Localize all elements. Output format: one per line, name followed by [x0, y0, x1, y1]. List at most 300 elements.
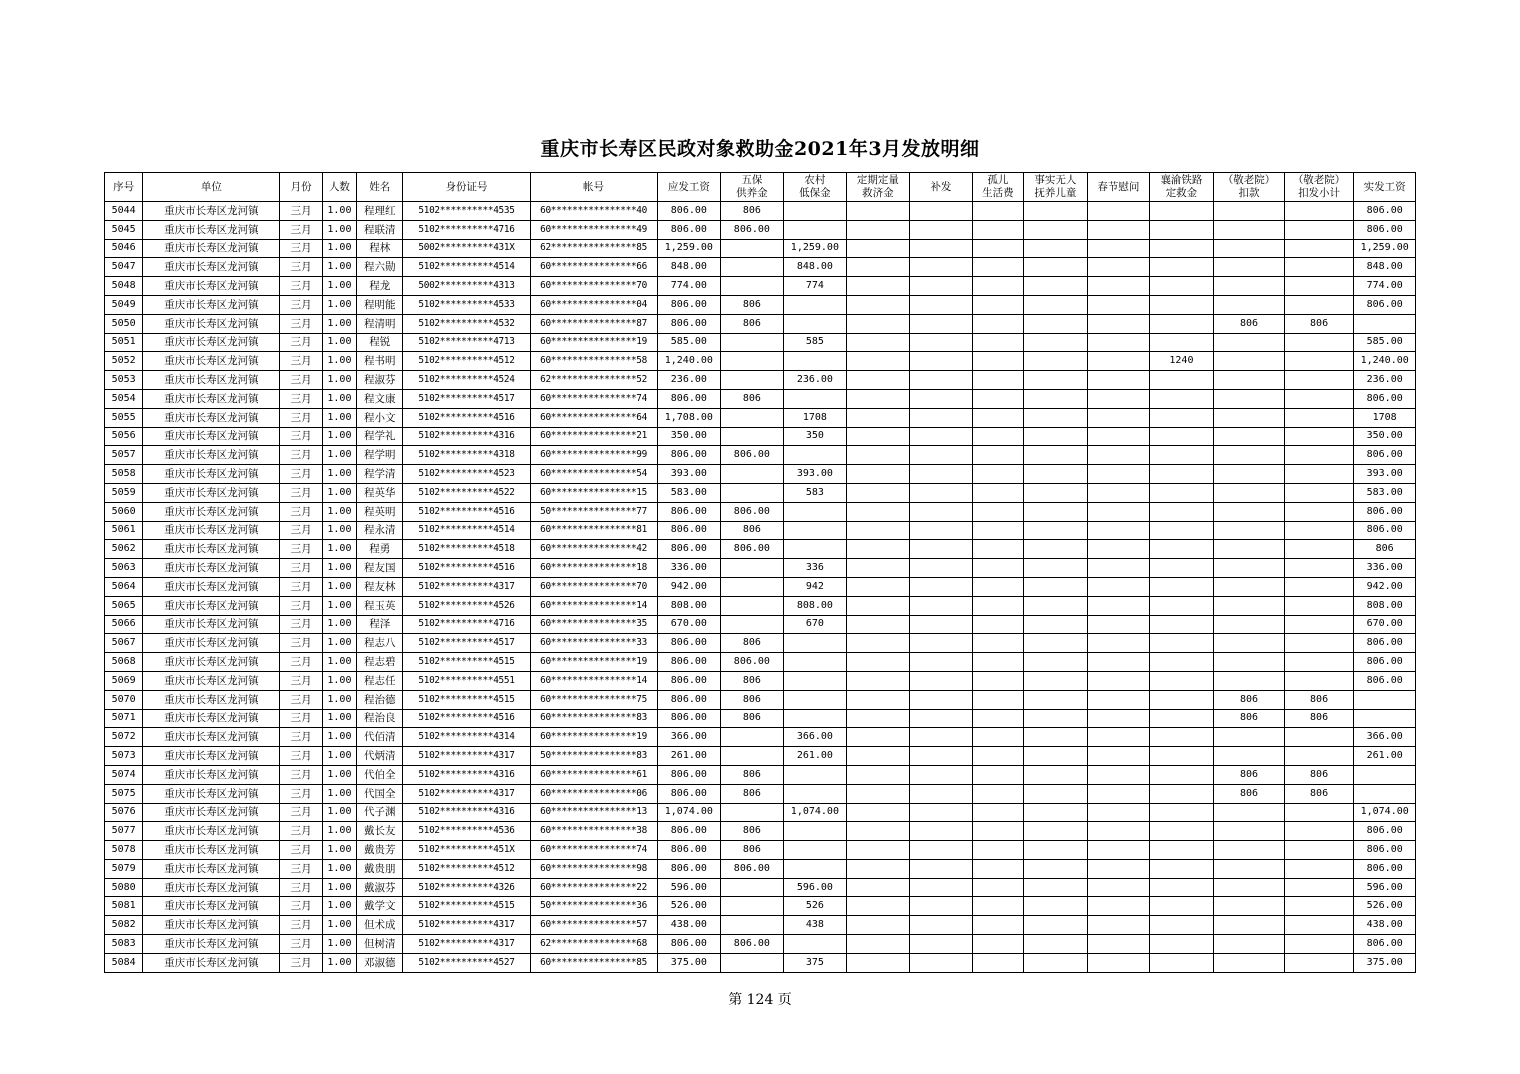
- cell-name: 戴贵朋: [357, 859, 403, 878]
- cell-jinglao-xiaoji: [1284, 502, 1354, 521]
- cell-unit: 重庆市长寿区龙河镇: [143, 634, 280, 653]
- cell-dingqi: [847, 202, 910, 221]
- cell-jinglao-xiaoji: [1284, 916, 1354, 935]
- cell-shishi: [1023, 295, 1088, 314]
- cell-count: 1.00: [322, 577, 356, 596]
- cell-jinglao-kou: [1214, 653, 1285, 672]
- cell-name: 程龙: [357, 277, 403, 296]
- cell-xiangyu: [1149, 577, 1214, 596]
- cell-seq: 5080: [105, 878, 143, 897]
- cell-id: 5102**********4317: [403, 577, 530, 596]
- cell-unit: 重庆市长寿区龙河镇: [143, 465, 280, 484]
- cell-unit: 重庆市长寿区龙河镇: [143, 728, 280, 747]
- cell-actual: 1,240.00: [1354, 352, 1416, 371]
- cell-wubao: 806: [721, 521, 784, 540]
- cell-id: 5102**********4523: [403, 465, 530, 484]
- cell-month: 三月: [280, 295, 322, 314]
- cell-wubao: 806.00: [721, 446, 784, 465]
- cell-nongcun: 774: [783, 277, 847, 296]
- cell-actual: [1354, 709, 1416, 728]
- cell-name: 程清明: [357, 314, 403, 333]
- cell-bufa: [909, 690, 973, 709]
- cell-jinglao-xiaoji: [1284, 540, 1354, 559]
- cell-jinglao-xiaoji: [1284, 634, 1354, 653]
- table-row: [105, 841, 1416, 860]
- cell-xiangyu: [1149, 483, 1214, 502]
- cell-account: 60****************19: [530, 333, 657, 352]
- cell-jinglao-xiaoji: [1284, 822, 1354, 841]
- cell-seq: 5052: [105, 352, 143, 371]
- cell-account: 60****************42: [530, 540, 657, 559]
- cell-jinglao-kou: [1214, 822, 1285, 841]
- cell-account: 60****************22: [530, 878, 657, 897]
- cell-jinglao-xiaoji: [1284, 897, 1354, 916]
- cell-guer: [973, 314, 1023, 333]
- table-row: [105, 859, 1416, 878]
- cell-bufa: [909, 352, 973, 371]
- cell-shishi: [1023, 653, 1088, 672]
- cell-jinglao-kou: [1214, 897, 1285, 916]
- cell-guer: [973, 878, 1023, 897]
- cell-due: 350.00: [657, 427, 721, 446]
- cell-due: 261.00: [657, 747, 721, 766]
- cell-dingqi: [847, 653, 910, 672]
- cell-jinglao-kou: [1214, 333, 1285, 352]
- cell-id: 5002**********431X: [403, 239, 530, 258]
- table-row: [105, 446, 1416, 465]
- cell-account: 50****************83: [530, 747, 657, 766]
- cell-bufa: [909, 897, 973, 916]
- cell-seq: 5059: [105, 483, 143, 502]
- cell-seq: 5076: [105, 803, 143, 822]
- cell-dingqi: [847, 671, 910, 690]
- cell-actual: 1,074.00: [1354, 803, 1416, 822]
- cell-name: 但术成: [357, 916, 403, 935]
- cell-chunjie: [1088, 465, 1150, 484]
- cell-seq: 5054: [105, 389, 143, 408]
- cell-month: 三月: [280, 784, 322, 803]
- cell-count: 1.00: [322, 953, 356, 972]
- cell-id: 5102**********4516: [403, 502, 530, 521]
- col-header-account: 帐号: [530, 173, 657, 202]
- cell-chunjie: [1088, 653, 1150, 672]
- cell-account: 60****************54: [530, 465, 657, 484]
- cell-name: 程淑芬: [357, 371, 403, 390]
- cell-bufa: [909, 634, 973, 653]
- cell-due: 806.00: [657, 446, 721, 465]
- col-header-nongcun: 农村 低保金: [783, 173, 847, 202]
- cell-actual: 261.00: [1354, 747, 1416, 766]
- cell-month: 三月: [280, 408, 322, 427]
- cell-xiangyu: [1149, 634, 1214, 653]
- cell-chunjie: [1088, 258, 1150, 277]
- cell-actual: 236.00: [1354, 371, 1416, 390]
- cell-nongcun: [783, 784, 847, 803]
- cell-bufa: [909, 465, 973, 484]
- cell-jinglao-xiaoji: [1284, 615, 1354, 634]
- cell-chunjie: [1088, 239, 1150, 258]
- cell-xiangyu: [1149, 653, 1214, 672]
- cell-due: 1,240.00: [657, 352, 721, 371]
- cell-id: 5102**********4522: [403, 483, 530, 502]
- cell-shishi: [1023, 202, 1088, 221]
- cell-jinglao-xiaoji: [1284, 859, 1354, 878]
- cell-dingqi: [847, 465, 910, 484]
- cell-account: 60****************85: [530, 953, 657, 972]
- cell-bufa: [909, 709, 973, 728]
- cell-name: 程学礼: [357, 427, 403, 446]
- cell-wubao: [721, 916, 784, 935]
- cell-actual: 806.00: [1354, 634, 1416, 653]
- cell-month: 三月: [280, 878, 322, 897]
- cell-count: 1.00: [322, 747, 356, 766]
- cell-shishi: [1023, 897, 1088, 916]
- cell-dingqi: [847, 521, 910, 540]
- cell-shishi: [1023, 314, 1088, 333]
- cell-seq: 5060: [105, 502, 143, 521]
- cell-name: 程志任: [357, 671, 403, 690]
- cell-unit: 重庆市长寿区龙河镇: [143, 615, 280, 634]
- cell-seq: 5058: [105, 465, 143, 484]
- cell-account: 60****************19: [530, 728, 657, 747]
- cell-shishi: [1023, 671, 1088, 690]
- cell-jinglao-kou: [1214, 577, 1285, 596]
- cell-dingqi: [847, 389, 910, 408]
- cell-count: 1.00: [322, 897, 356, 916]
- cell-count: 1.00: [322, 333, 356, 352]
- cell-actual: 438.00: [1354, 916, 1416, 935]
- cell-shishi: [1023, 841, 1088, 860]
- cell-jinglao-kou: [1214, 465, 1285, 484]
- cell-account: 60****************21: [530, 427, 657, 446]
- cell-bufa: [909, 747, 973, 766]
- cell-account: 60****************81: [530, 521, 657, 540]
- cell-unit: 重庆市长寿区龙河镇: [143, 671, 280, 690]
- cell-shishi: [1023, 333, 1088, 352]
- cell-name: 程志碧: [357, 653, 403, 672]
- cell-bufa: [909, 728, 973, 747]
- cell-seq: 5084: [105, 953, 143, 972]
- cell-nongcun: 596.00: [783, 878, 847, 897]
- cell-chunjie: [1088, 728, 1150, 747]
- cell-count: 1.00: [322, 465, 356, 484]
- cell-id: 5002**********4313: [403, 277, 530, 296]
- cell-id: 5102**********4517: [403, 634, 530, 653]
- cell-id: 5102**********4318: [403, 446, 530, 465]
- cell-account: 62****************52: [530, 371, 657, 390]
- cell-jinglao-kou: [1214, 446, 1285, 465]
- cell-bufa: [909, 202, 973, 221]
- cell-account: 60****************70: [530, 277, 657, 296]
- cell-account: 60****************33: [530, 634, 657, 653]
- cell-actual: 806.00: [1354, 935, 1416, 954]
- cell-count: 1.00: [322, 314, 356, 333]
- cell-due: 774.00: [657, 277, 721, 296]
- cell-dingqi: [847, 747, 910, 766]
- cell-actual: 806.00: [1354, 502, 1416, 521]
- cell-due: 806.00: [657, 502, 721, 521]
- cell-dingqi: [847, 634, 910, 653]
- cell-name: 程联清: [357, 220, 403, 239]
- cell-account: 60****************13: [530, 803, 657, 822]
- cell-unit: 重庆市长寿区龙河镇: [143, 709, 280, 728]
- cell-wubao: [721, 953, 784, 972]
- cell-id: 5102**********4515: [403, 897, 530, 916]
- cell-due: 808.00: [657, 596, 721, 615]
- cell-bufa: [909, 389, 973, 408]
- cell-count: 1.00: [322, 935, 356, 954]
- cell-guer: [973, 765, 1023, 784]
- table-row: [105, 709, 1416, 728]
- cell-chunjie: [1088, 615, 1150, 634]
- cell-nongcun: 261.00: [783, 747, 847, 766]
- cell-jinglao-kou: [1214, 258, 1285, 277]
- cell-jinglao-kou: [1214, 352, 1285, 371]
- cell-guer: [973, 596, 1023, 615]
- cell-month: 三月: [280, 615, 322, 634]
- cell-month: 三月: [280, 822, 322, 841]
- cell-bufa: [909, 577, 973, 596]
- cell-guer: [973, 709, 1023, 728]
- cell-actual: [1354, 784, 1416, 803]
- cell-xiangyu: [1149, 277, 1214, 296]
- cell-bufa: [909, 653, 973, 672]
- cell-due: 596.00: [657, 878, 721, 897]
- cell-guer: [973, 841, 1023, 860]
- cell-shishi: [1023, 784, 1088, 803]
- cell-nongcun: [783, 671, 847, 690]
- cell-chunjie: [1088, 220, 1150, 239]
- cell-jinglao-kou: [1214, 935, 1285, 954]
- cell-xiangyu: [1149, 389, 1214, 408]
- cell-bufa: [909, 295, 973, 314]
- cell-dingqi: [847, 502, 910, 521]
- cell-name: 程明能: [357, 295, 403, 314]
- cell-chunjie: [1088, 295, 1150, 314]
- cell-wubao: [721, 239, 784, 258]
- cell-actual: 393.00: [1354, 465, 1416, 484]
- cell-wubao: [721, 352, 784, 371]
- cell-actual: 375.00: [1354, 953, 1416, 972]
- cell-jinglao-kou: 806: [1214, 314, 1285, 333]
- cell-xiangyu: [1149, 295, 1214, 314]
- cell-guer: [973, 916, 1023, 935]
- cell-wubao: 806: [721, 784, 784, 803]
- cell-xiangyu: [1149, 671, 1214, 690]
- cell-chunjie: [1088, 577, 1150, 596]
- cell-count: 1.00: [322, 371, 356, 390]
- cell-chunjie: [1088, 878, 1150, 897]
- cell-jinglao-kou: [1214, 408, 1285, 427]
- cell-shishi: [1023, 615, 1088, 634]
- cell-count: 1.00: [322, 671, 356, 690]
- cell-shishi: [1023, 709, 1088, 728]
- cell-jinglao-xiaoji: [1284, 653, 1354, 672]
- cell-xiangyu: [1149, 559, 1214, 578]
- cell-name: 程治良: [357, 709, 403, 728]
- cell-guer: [973, 540, 1023, 559]
- cell-account: 60****************64: [530, 408, 657, 427]
- cell-due: 806.00: [657, 521, 721, 540]
- cell-chunjie: [1088, 483, 1150, 502]
- cell-jinglao-kou: [1214, 559, 1285, 578]
- cell-guer: [973, 784, 1023, 803]
- cell-month: 三月: [280, 765, 322, 784]
- cell-name: 程永清: [357, 521, 403, 540]
- cell-account: 60****************58: [530, 352, 657, 371]
- cell-id: 5102**********4517: [403, 389, 530, 408]
- cell-xiangyu: [1149, 784, 1214, 803]
- cell-count: 1.00: [322, 483, 356, 502]
- cell-jinglao-xiaoji: [1284, 220, 1354, 239]
- cell-guer: [973, 202, 1023, 221]
- cell-account: 60****************66: [530, 258, 657, 277]
- cell-shishi: [1023, 690, 1088, 709]
- cell-seq: 5044: [105, 202, 143, 221]
- cell-count: 1.00: [322, 859, 356, 878]
- cell-jinglao-xiaoji: 806: [1284, 709, 1354, 728]
- cell-count: 1.00: [322, 765, 356, 784]
- cell-count: 1.00: [322, 784, 356, 803]
- cell-xiangyu: [1149, 765, 1214, 784]
- cell-account: 60****************38: [530, 822, 657, 841]
- cell-nongcun: 366.00: [783, 728, 847, 747]
- cell-month: 三月: [280, 333, 322, 352]
- cell-seq: 5067: [105, 634, 143, 653]
- col-header-count: 人数: [322, 173, 356, 202]
- cell-id: 5102**********4326: [403, 878, 530, 897]
- cell-xiangyu: [1149, 427, 1214, 446]
- col-header-wubao: 五保 供养金: [721, 173, 784, 202]
- cell-bufa: [909, 540, 973, 559]
- cell-count: 1.00: [322, 878, 356, 897]
- table-row: [105, 897, 1416, 916]
- cell-bufa: [909, 803, 973, 822]
- cell-account: 60****************83: [530, 709, 657, 728]
- cell-id: 5102**********4551: [403, 671, 530, 690]
- cell-dingqi: [847, 483, 910, 502]
- cell-account: 60****************99: [530, 446, 657, 465]
- table-row: [105, 408, 1416, 427]
- cell-month: 三月: [280, 483, 322, 502]
- cell-shishi: [1023, 502, 1088, 521]
- table-row: [105, 953, 1416, 972]
- cell-nongcun: [783, 634, 847, 653]
- cell-unit: 重庆市长寿区龙河镇: [143, 258, 280, 277]
- cell-name: 程六勋: [357, 258, 403, 277]
- cell-count: 1.00: [322, 634, 356, 653]
- cell-dingqi: [847, 239, 910, 258]
- cell-count: 1.00: [322, 653, 356, 672]
- cell-id: 5102**********4533: [403, 295, 530, 314]
- cell-dingqi: [847, 596, 910, 615]
- cell-due: 806.00: [657, 859, 721, 878]
- cell-jinglao-xiaoji: [1284, 295, 1354, 314]
- cell-shishi: [1023, 822, 1088, 841]
- cell-nongcun: [783, 220, 847, 239]
- cell-month: 三月: [280, 220, 322, 239]
- cell-month: 三月: [280, 239, 322, 258]
- col-header-name: 姓名: [357, 173, 403, 202]
- cell-seq: 5056: [105, 427, 143, 446]
- cell-count: 1.00: [322, 220, 356, 239]
- cell-seq: 5083: [105, 935, 143, 954]
- cell-bufa: [909, 483, 973, 502]
- col-header-seq: 序号: [105, 173, 143, 202]
- cell-nongcun: [783, 709, 847, 728]
- cell-guer: [973, 634, 1023, 653]
- cell-name: 程治德: [357, 690, 403, 709]
- cell-due: 438.00: [657, 916, 721, 935]
- cell-account: 50****************77: [530, 502, 657, 521]
- cell-name: 程小文: [357, 408, 403, 427]
- cell-name: 代炳清: [357, 747, 403, 766]
- table-row: [105, 295, 1416, 314]
- cell-guer: [973, 577, 1023, 596]
- table-row: [105, 784, 1416, 803]
- cell-unit: 重庆市长寿区龙河镇: [143, 765, 280, 784]
- cell-account: 60****************74: [530, 389, 657, 408]
- cell-guer: [973, 446, 1023, 465]
- cell-month: 三月: [280, 540, 322, 559]
- table-row: [105, 427, 1416, 446]
- cell-xiangyu: 1240: [1149, 352, 1214, 371]
- table-row: [105, 465, 1416, 484]
- cell-jinglao-xiaoji: [1284, 841, 1354, 860]
- cell-nongcun: [783, 765, 847, 784]
- cell-id: 5102**********4527: [403, 953, 530, 972]
- table-row: [105, 690, 1416, 709]
- cell-account: 60****************14: [530, 596, 657, 615]
- cell-chunjie: [1088, 747, 1150, 766]
- cell-dingqi: [847, 935, 910, 954]
- cell-actual: 806.00: [1354, 220, 1416, 239]
- cell-wubao: 806: [721, 314, 784, 333]
- table-row: [105, 220, 1416, 239]
- cell-due: 806.00: [657, 314, 721, 333]
- cell-nongcun: [783, 859, 847, 878]
- cell-guer: [973, 220, 1023, 239]
- cell-jinglao-kou: [1214, 295, 1285, 314]
- cell-jinglao-kou: [1214, 671, 1285, 690]
- cell-actual: 1,259.00: [1354, 239, 1416, 258]
- cell-wubao: 806: [721, 709, 784, 728]
- cell-id: 5102**********4317: [403, 784, 530, 803]
- cell-guer: [973, 897, 1023, 916]
- cell-jinglao-kou: [1214, 634, 1285, 653]
- cell-nongcun: [783, 446, 847, 465]
- page-number: 第 124 页: [728, 992, 792, 1008]
- cell-account: 60****************40: [530, 202, 657, 221]
- cell-bufa: [909, 841, 973, 860]
- cell-shishi: [1023, 540, 1088, 559]
- cell-unit: 重庆市长寿区龙河镇: [143, 577, 280, 596]
- table-row: [105, 389, 1416, 408]
- cell-unit: 重庆市长寿区龙河镇: [143, 408, 280, 427]
- cell-unit: 重庆市长寿区龙河镇: [143, 859, 280, 878]
- cell-dingqi: [847, 220, 910, 239]
- cell-jinglao-kou: [1214, 841, 1285, 860]
- cell-name: 程学明: [357, 446, 403, 465]
- cell-unit: 重庆市长寿区龙河镇: [143, 220, 280, 239]
- cell-count: 1.00: [322, 352, 356, 371]
- cell-month: 三月: [280, 577, 322, 596]
- cell-account: 50****************36: [530, 897, 657, 916]
- cell-dingqi: [847, 859, 910, 878]
- cell-unit: 重庆市长寿区龙河镇: [143, 352, 280, 371]
- cell-wubao: 806: [721, 822, 784, 841]
- cell-id: 5102**********4716: [403, 615, 530, 634]
